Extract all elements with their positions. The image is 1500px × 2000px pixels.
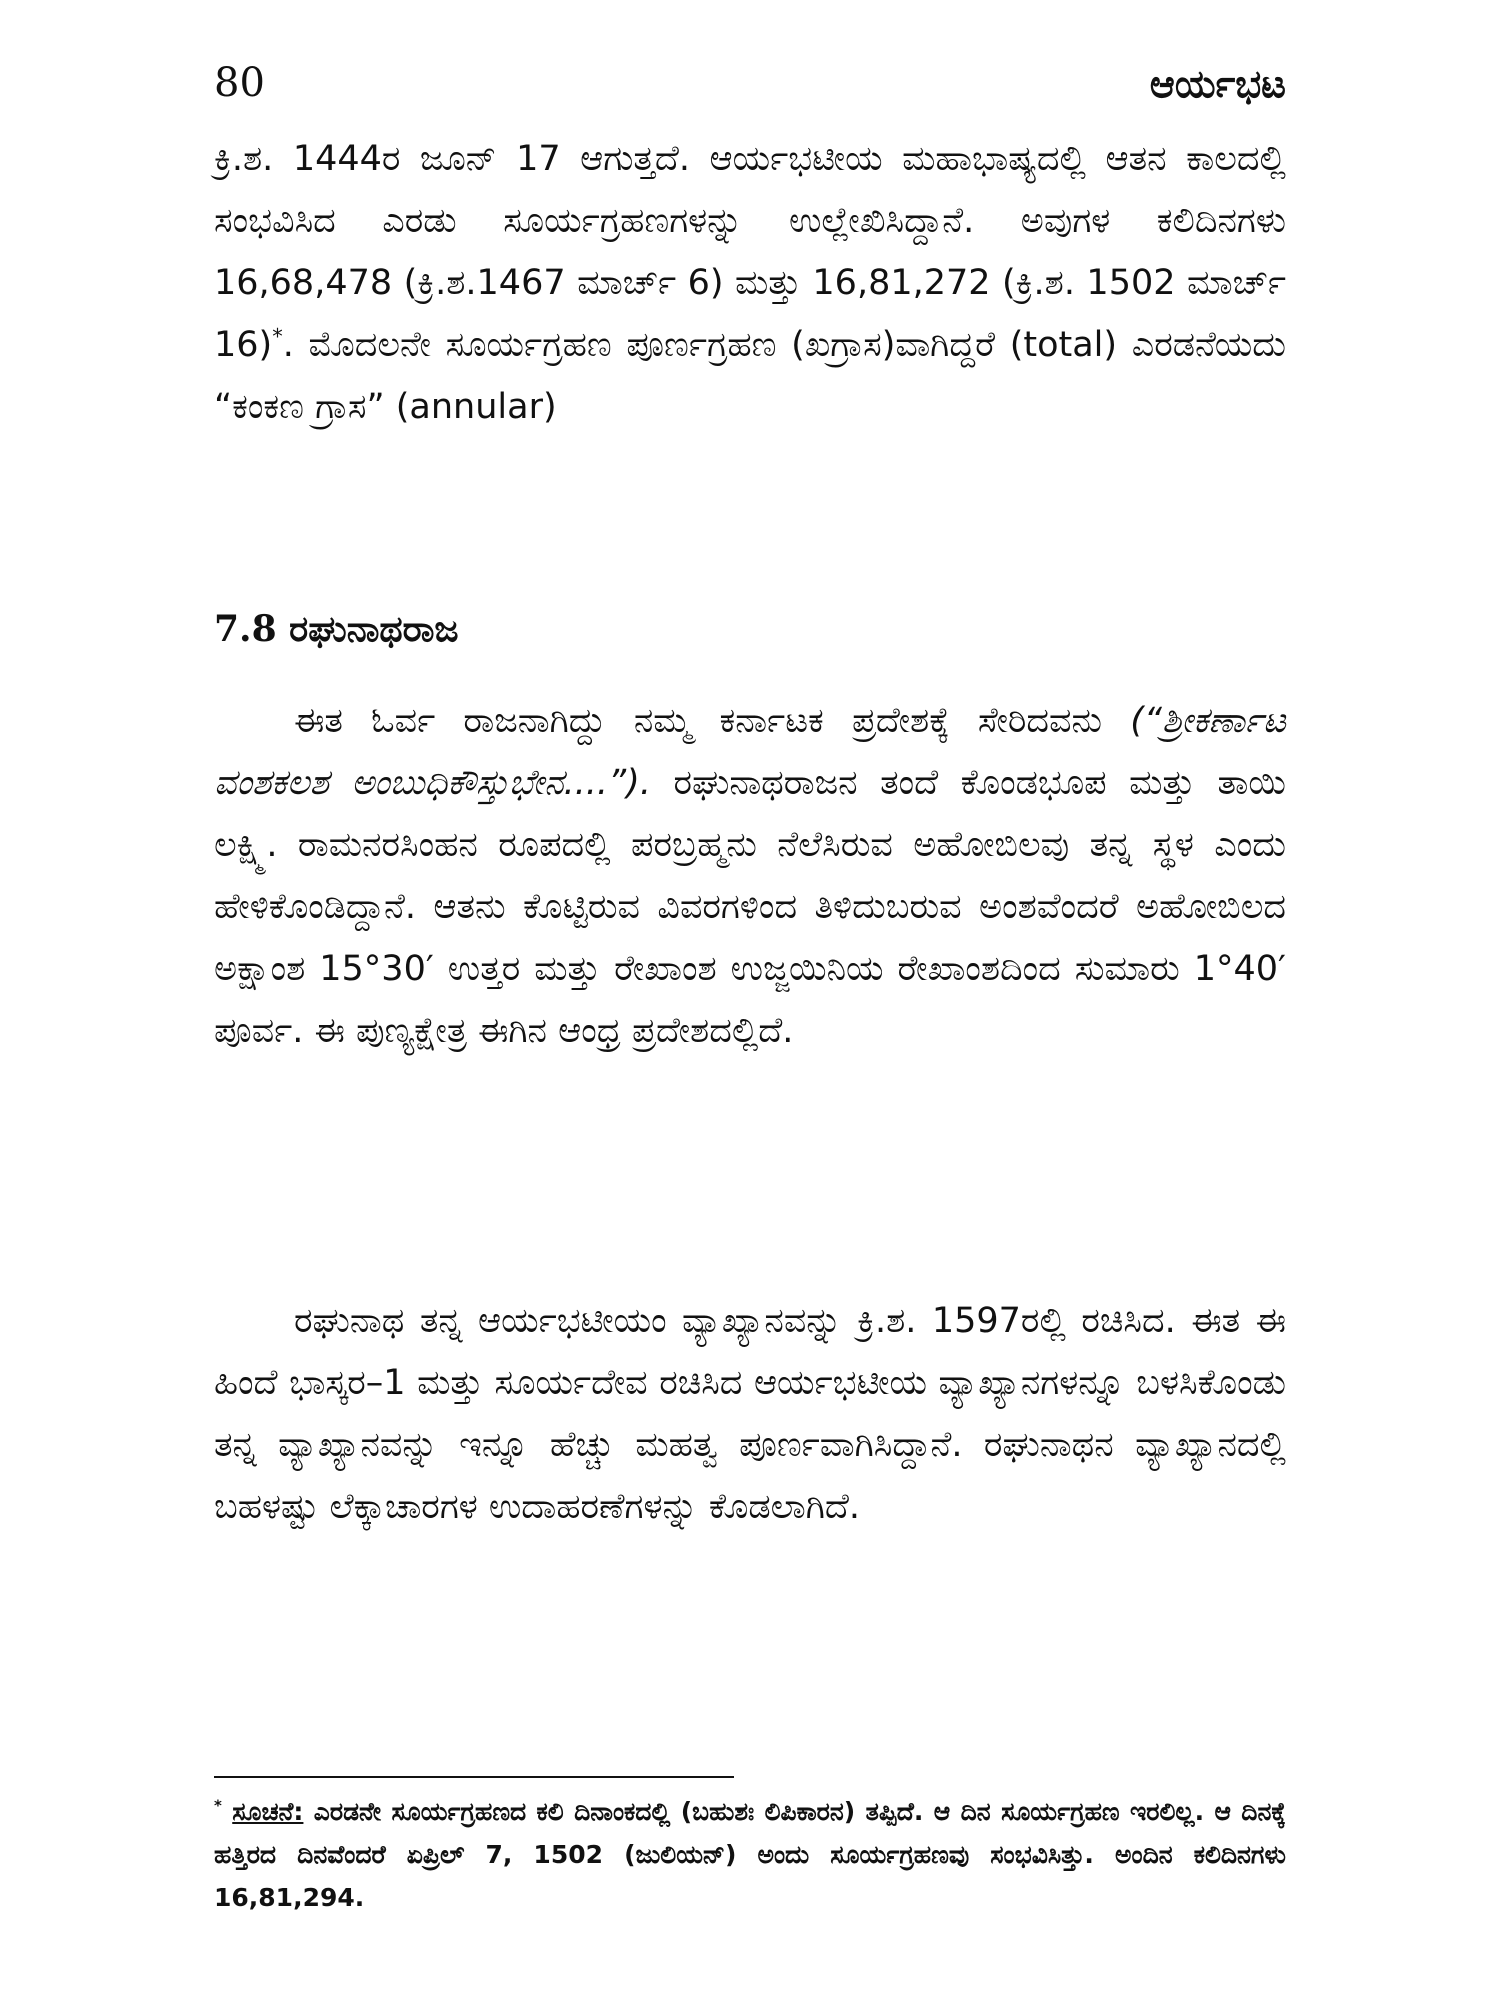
- page-header: [214, 60, 1286, 120]
- paragraph-2-text-a: ಈತ ಓರ್ವ ರಾಜನಾಗಿದ್ದು ನಮ್ಮ ಕರ್ನಾಟಕ ಪ್ರದೇಶಕ್ಕೆ ಸೇರಿದವನು: [294, 701, 1131, 741]
- sanskrit-quote: (“ಶ್ರೀಕರ್ಣಾಟ ವಂಶಕಲಶ ಅಂಬುಧಿಕೌಸ್ತುಭೇನ....”).: [214, 701, 1286, 803]
- paragraph-3: [214, 1290, 1286, 1538]
- footnote-text: ಎರಡನೇ ಸೂರ್ಯಗ್ರಹಣದ ಕಲಿ ದಿನಾಂಕದಲ್ಲಿ (ಬಹುಶಃ ಲಿಪಿಕಾರನ) ತಪ್ಪಿದೆ. ಆ ದಿನ ಸೂರ್ಯಗ್ರಹಣ ಇರಲಿಲ್ಲ. ಆ ದಿನಕ್ಕೆ ಹತ್ತಿರದ ದಿನವೆಂದರೆ ಏಪ್ರಿಲ್ 7, 1502 (ಜುಲಿಯನ್) ಅಂದು ಸೂರ್ಯಗ್ರಹಣವು ಸಂಭವಿಸಿತ್ತು. ಅಂದಿನ ಕಲಿದಿನಗಳು 16,81,294.: [214, 1797, 1286, 1912]
- paragraph-1-tail: . ಮೊದಲನೇ ಸೂರ್ಯಗ್ರಹಣ ಪೂರ್ಣಗ್ರಹಣ (ಖಗ್ರಾಸ)ವಾಗಿದ್ದರೆ (total) ಎರಡನೆಯದು “ಕಂಕಣ ಗ್ರಾಸ” (annular): [214, 325, 1286, 427]
- paragraph-2: [214, 690, 1286, 1062]
- paragraph-2-text-b: ರಘುನಾಥರಾಜನ ತಂದೆ ಕೊಂಡಭೂಪ ಮತ್ತು ತಾಯಿ ಲಕ್ಷ್ಮಿ. ರಾಮನರಸಿಂಹನ ರೂಪದಲ್ಲಿ ಪರಬ್ರಹ್ಮನು ನೆಲೆಸಿರುವ ಅಹೋಬಿಲವು ತನ್ನ ಸ್ಥಳ ಎಂದು ಹೇಳಿಕೊಂಡಿದ್ದಾನೆ. ಆತನು ಕೊಟ್ಟಿರುವ ವಿವರಗಳಿಂದ ತಿಳಿದುಬರುವ ಅಂಶವೆಂದರೆ ಅಹೋಬಿಲದ ಅಕ್ಷಾಂಶ 15°30′ ಉತ್ತರ ಮತ್ತು ರೇಖಾಂಶ ಉಜ್ಜಯಿನಿಯ ರೇಖಾಂಶದಿಂದ ಸುಮಾರು 1°40′ ಪೂರ್ವ. ಈ ಪುಣ್ಯಕ್ಷೇತ್ರ ಈಗಿನ ಆಂಧ್ರ ಪ್ರದೇಶದಲ್ಲಿದೆ.: [214, 763, 1286, 1051]
- running-title: ಆರ್ಯಭಟ: [1149, 62, 1286, 106]
- footnote-mark: *: [214, 1796, 222, 1815]
- footnote-reference: *: [272, 324, 283, 349]
- footnote-label: ಸೂಚನೆ:: [232, 1797, 304, 1826]
- paragraph-3-text: ರಘುನಾಥ ತನ್ನ ಆರ್ಯಭಟೀಯಂ ವ್ಯಾಖ್ಯಾನವನ್ನು ಕ್ರಿ.ಶ. 1597ರಲ್ಲಿ ರಚಿಸಿದ. ಈತ ಈ ಹಿಂದೆ ಭಾಸ್ಕರ–1 ಮತ್ತು ಸೂರ್ಯದೇವ ರಚಿಸಿದ ಆರ್ಯಭಟೀಯ ವ್ಯಾಖ್ಯಾನಗಳನ್ನೂ ಬಳಸಿಕೊಂಡು ತನ್ನ ವ್ಯಾಖ್ಯಾನವನ್ನು ಇನ್ನೂ ಹೆಚ್ಚು ಮಹತ್ವ ಪೂರ್ಣವಾಗಿಸಿದ್ದಾನೆ. ರಘುನಾಥನ ವ್ಯಾಖ್ಯಾನದಲ್ಲಿ ಬಹಳಷ್ಟು ಲೆಕ್ಕಾಚಾರಗಳ ಉದಾಹರಣೆಗಳನ್ನು ಕೊಡಲಾಗಿದೆ.: [214, 1301, 1286, 1527]
- page-number: 80: [214, 60, 265, 106]
- footnote: [214, 1790, 1286, 1919]
- paragraph-1: [214, 128, 1286, 438]
- paragraph-1-text: ಕ್ರಿ.ಶ. 1444ರ ಜೂನ್ 17 ಆಗುತ್ತದೆ. ಆರ್ಯಭಟೀಯ ಮಹಾಭಾಷ್ಯದಲ್ಲಿ ಆತನ ಕಾಲದಲ್ಲಿ ಸಂಭವಿಸಿದ ಎರಡು ಸೂರ್ಯಗ್ರಹಣಗಳನ್ನು ಉಲ್ಲೇಖಿಸಿದ್ದಾನೆ. ಅವುಗಳ ಕಲಿದಿನಗಳು 16,68,478 (ಕ್ರಿ.ಶ.1467 ಮಾರ್ಚ್ 6) ಮತ್ತು 16,81,272 (ಕ್ರಿ.ಶ. 1502 ಮಾರ್ಚ್ 16): [214, 139, 1286, 365]
- section-heading: 7.8 ರಘುನಾಥರಾಜ: [214, 608, 459, 650]
- footnote-divider: [214, 1776, 734, 1778]
